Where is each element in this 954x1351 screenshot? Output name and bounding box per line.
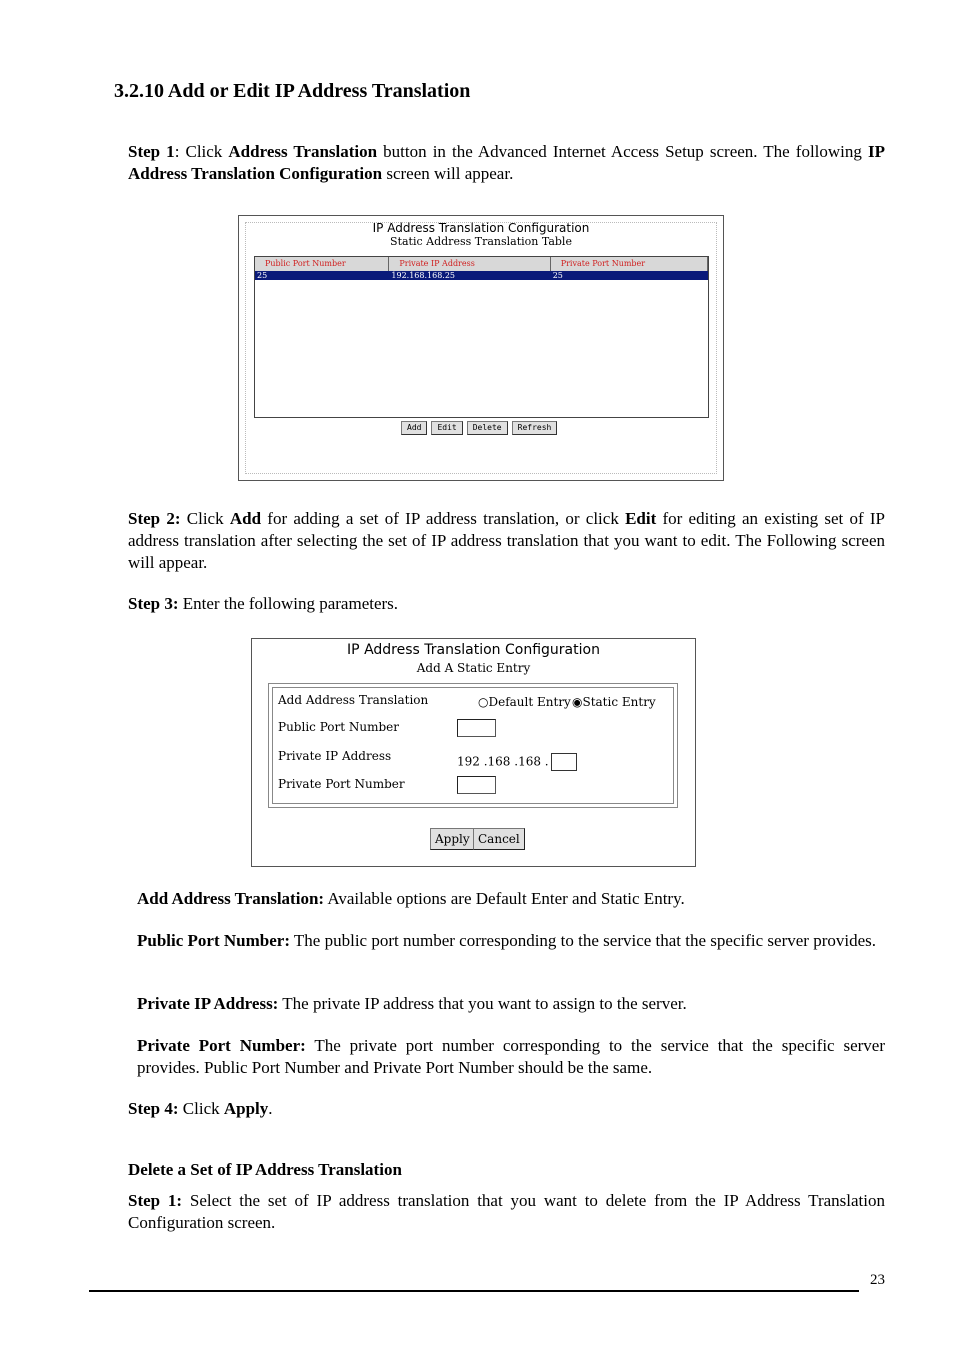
footer-rule bbox=[89, 1290, 859, 1292]
table-cell: 25 bbox=[552, 271, 563, 280]
cancel-button[interactable]: Cancel bbox=[473, 828, 525, 850]
page-number: 23 bbox=[870, 1272, 885, 1288]
edit-button[interactable]: Edit bbox=[431, 421, 462, 435]
step4-paragraph: Step 4: Click Apply. bbox=[128, 1099, 273, 1118]
public-port-number-input[interactable] bbox=[457, 719, 496, 737]
ip-last-octet-input[interactable] bbox=[551, 753, 577, 771]
delete-step1-paragraph: Step 1: Select the set of IP address translation that you want to delete from the IP Address Translation Configuration screen. bbox=[128, 1191, 885, 1232]
column-header: Public Port Number bbox=[255, 257, 389, 271]
column-header: Private Port Number bbox=[551, 257, 708, 271]
add-address-translation-label: Add Address Translation bbox=[278, 693, 429, 707]
step3-paragraph: Step 3: Enter the following parameters. bbox=[128, 594, 399, 613]
public-port-number-label: Public Port Number bbox=[278, 720, 400, 734]
translation-table bbox=[254, 256, 709, 418]
definition-private-port-number: Private Port Number: The private port number corresponding to the service that the specific server provides. Public Port Number and Private Port Number should be the same. bbox=[137, 1036, 885, 1077]
step2-paragraph: Step 2: Click Add for adding a set of IP address translation, or click Edit for editing an existing set of IP address translation after selecting the set of IP address translation that you want to edit. The Following screen will appear. bbox=[128, 509, 886, 572]
delete-heading: Delete a Set of IP Address Translation bbox=[128, 1160, 402, 1179]
screen-subtitle: Add A Static Entry bbox=[416, 661, 531, 675]
private-ip-address-label: Private IP Address bbox=[278, 749, 392, 763]
screenshot-add-static-entry bbox=[251, 638, 696, 867]
definition-private-ip-address: Private IP Address: The private IP address that you want to assign to the server. bbox=[137, 994, 687, 1013]
delete-button[interactable]: Delete bbox=[467, 421, 508, 435]
add-button[interactable]: Add bbox=[401, 421, 427, 435]
definition-add-address-translation: Add Address Translation: Available options are Default Enter and Static Entry. bbox=[137, 889, 685, 908]
table-header bbox=[255, 257, 708, 272]
screenshot-translation-table bbox=[238, 215, 724, 481]
table-row[interactable] bbox=[255, 271, 708, 280]
screen-title: IP Address Translation Configuration bbox=[372, 221, 590, 235]
definition-public-port-number: Public Port Number: The public port number corresponding to the service that the specific server provides. bbox=[137, 931, 876, 950]
apply-button[interactable]: Apply bbox=[430, 828, 475, 850]
section-title: 3.2.10 Add or Edit IP Address Translation bbox=[114, 80, 471, 102]
private-port-number-input[interactable] bbox=[457, 776, 496, 794]
default-entry-radio[interactable]: ○Default Entry bbox=[478, 695, 571, 709]
screen-subtitle: Static Address Translation Table bbox=[390, 235, 572, 248]
screen-title: IP Address Translation Configuration bbox=[347, 642, 600, 658]
step1-paragraph: Step 1: Click Address Translation button in the Advanced Internet Access Setup screen. The following IP Address Translation Configuration screen will appear. bbox=[128, 142, 885, 183]
column-header: Private IP Address bbox=[389, 257, 550, 271]
private-ip-address-field: 192 .168 .168 . bbox=[457, 753, 577, 771]
table-cell: 25 bbox=[257, 271, 268, 280]
refresh-button[interactable]: Refresh bbox=[512, 421, 558, 435]
table-buttons bbox=[401, 421, 557, 435]
radio-unchecked-icon: ○ bbox=[478, 695, 489, 709]
table-cell: 192.168.168.25 bbox=[391, 271, 456, 280]
static-entry-radio[interactable]: ◉Static Entry bbox=[572, 695, 656, 709]
private-port-number-label: Private Port Number bbox=[278, 777, 405, 791]
radio-checked-icon: ◉ bbox=[572, 695, 583, 709]
